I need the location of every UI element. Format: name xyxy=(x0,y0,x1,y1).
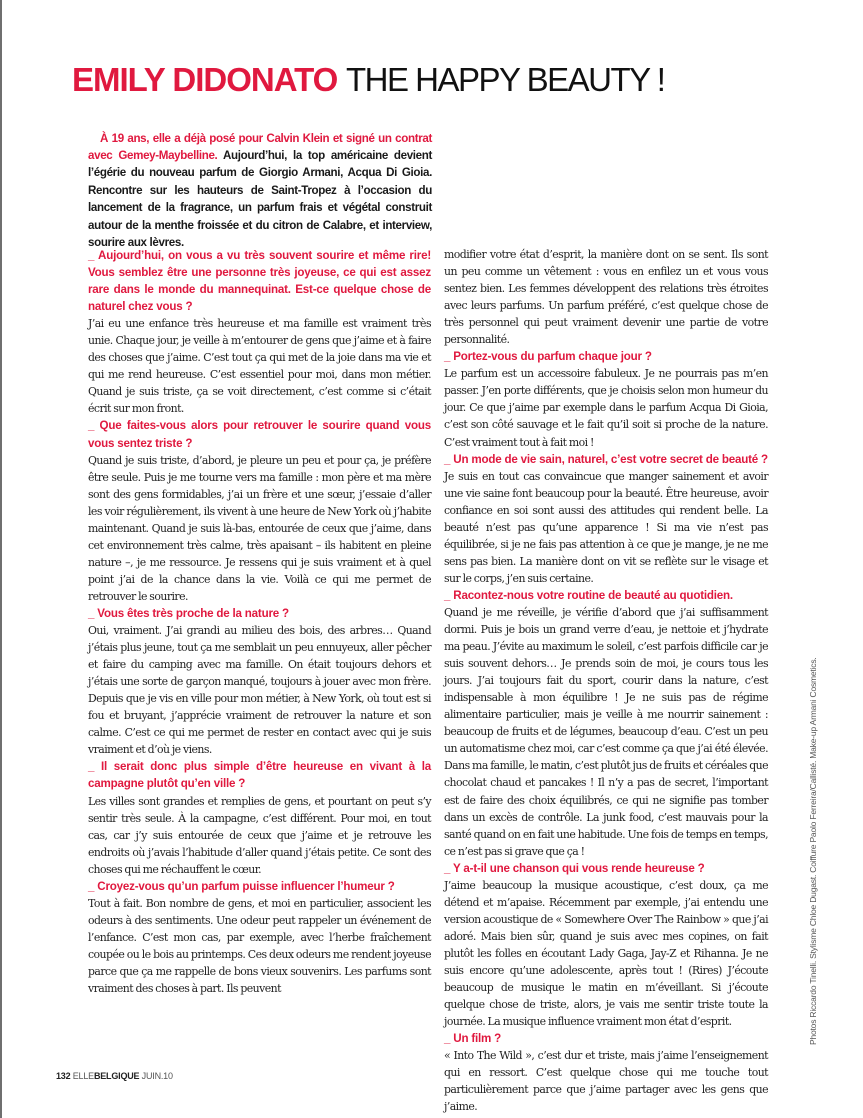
question: _ Que faites-vous alors pour retrouver le sourire quand vous vous sentez triste ? xyxy=(88,419,431,450)
question: _ Racontez-nous votre routine de beauté au quotidien. xyxy=(444,588,733,602)
intro-lead: À 19 ans, elle a déjà posé pour Calvin Klein et signé un contrat avec Gemey-Maybelline. xyxy=(88,131,432,162)
answer: Je suis en tout cas convaincue que manger sainement et avoir une vie saine font beaucoup pour la beauté. Être heureuse, avoir confiance en soi sont aussi des attitudes qui rendent belle. La beauté n’est pas qu’une apparence ! Si ma vie n’est pas équilibrée, si je ne fais pas attention à ce que je mange, je ne me sens pas bien. La manière dont on vit se reflète sur le visage et sur le corps, j’en suis certaine. xyxy=(444,469,768,585)
answer: Le parfum est un accessoire fabuleux. Je ne pourrais pas m’en passer. J’en porte différents, que je choisis selon mon humeur du jour. Ce que j’aime par exemple dans le parfum Acqua Di Gioia, c’est son côté sauvage et le fait qu’il soit si proche de la nature. C’est vraiment tout à fait moi ! xyxy=(444,367,768,449)
magazine-name: ELLE xyxy=(72,1071,94,1081)
page-footer xyxy=(56,1071,173,1081)
answer: J’aime beaucoup la musique acoustique, c’est doux, ça me détend et m’apaise. Récemment par exemple, j’ai entendu une version acoustique de « Somewhere Over The Rainbow » que j’ai adoré. Mais bien sûr, quand je suis avec mes copines, on fait plutôt les folles en écoutant Lady Gaga, Jay-Z et Rihanna. Je ne suis encore qu’une adolescente, après tout ! (Rires) J’écoute beaucoup de musique le matin en m’éveillant. Si j’écoute quelque chose de triste, alors, je vais me sentir triste toute la journée. La musique influence vraiment mon état d’esprit. xyxy=(444,878,768,1029)
question: _ Aujourd’hui, on vous a vu très souvent sourire et même rire! Vous semblez être une personne très joyeuse, ce qui est assez rare dans le monde du mannequinat. Est-ce quelque chose de naturel chez vous ? xyxy=(88,249,431,314)
title-tagline: THE HAPPY BEAUTY ! xyxy=(346,61,665,99)
question: _ Portez-vous du parfum chaque jour ? xyxy=(444,350,652,364)
title-name: EMILY DIDONATO xyxy=(72,61,338,99)
interview-column-left xyxy=(88,247,431,997)
answer-continued: modifier votre état d’esprit, la manière dont on se sent. Ils sont un peu comme un vêtement : vous en enfilez un et vous vous sentez bien. Les femmes développent des relations très étroites avec leurs parfums. Un parfum préféré, c’est quelque chose de très personnel qui peut vraiment devenir une partie de votre personnalité. xyxy=(444,248,768,347)
intro-paragraph xyxy=(88,130,432,252)
photo-credit: Photos Riccardo Tinelli. Stylisme Chloe Dugast. Coiffure Paolo Ferreira/Callisté. Make-up Armani Cosmetics. xyxy=(808,657,818,1045)
answer: Oui, vraiment. J’ai grandi au milieu des bois, des arbres… Quand j’étais plus jeune, tout ça me semblait un peu ennuyeux, aller pêcher et faire du camping avec ma famille. On était toujours dehors et j’étais une sorte de garçon manqué, toujours à jouer avec mon frère. Depuis que je vis en ville pour mon métier, à New York, où tout est si fou et bruyant, j’apprécie vraiment de retrouver la nature et son calme. C’est ce qui me permet de rester en contact avec qui je suis vraiment et d’où je viens. xyxy=(88,624,431,757)
answer: « Into The Wild », c’est dur et triste, mais j’aime l’enseignement qui en ressort. C’est quelque chose qui me touche tout particulièrement parce que j’aime partager avec les gens que j’aime. xyxy=(444,1049,768,1114)
question: _ Un mode de vie sain, naturel, c’est votre secret de beauté ? xyxy=(444,452,768,466)
question: _ Il serait donc plus simple d’être heureuse en vivant à la campagne plutôt qu’en ville ? xyxy=(88,760,431,791)
magazine-edition: BELGIQUE xyxy=(93,1071,140,1081)
interview-column-right xyxy=(444,246,768,1115)
question: _ Vous êtes très proche de la nature ? xyxy=(88,606,289,620)
answer: J’ai eu une enfance très heureuse et ma famille est vraiment très unie. Chaque jour, je veille à m’entourer de gens que j’aime et à faire des choses que j’aime. C’est tout ça qui met de la joie dans ma vie et qui me rend heureuse. C’est essentiel pour moi, dans mon métier. Quand je suis triste, ça se voit directement, c’est comme si c’était écrit sur mon front. xyxy=(88,317,431,416)
question: _ Y a-t-il une chanson qui vous rende heureuse ? xyxy=(444,861,705,875)
issue-date: JUIN.10 xyxy=(141,1071,173,1081)
answer: Les villes sont grandes et remplies de gens, et pourtant on peut s’y sentir très seule. À la campagne, c’est différent. Pour moi, en tout cas, car j’y suis entourée de ceux que j’aime et je retrouve les endroits où j’avais l’habitude d’aller quand j’étais petite. Ce sont des choses qui me réchauffent le cœur. xyxy=(88,794,431,876)
article-title xyxy=(72,60,664,100)
answer: Quand je suis triste, d’abord, je pleure un peu et pour ça, je préfère être seule. Puis je me tourne vers ma famille : mon père et ma mère sont des gens formidables, j’ai un frère et une sœur, j’essaie d’aller les voir régulièrement, ils vivent à une heure de New York où j’habite maintenant. Quand je suis là-bas, entourée de ceux que j’aime, dans cet environnement très calme, très apaisant – ils habitent en pleine nature –, je me ressource. Je ressens qui je suis vraiment et à quel point j’ai de la chance dans la vie. Voilà ce qui me permet de retrouver le sourire. xyxy=(88,453,431,603)
question: _ Un film ? xyxy=(444,1032,502,1046)
answer: Quand je me réveille, je vérifie d’abord que j’ai suffisamment dormi. Puis je bois un grand verre d’eau, je nettoie et j’hydrate ma peau. J’évite au maximum le soleil, c’est parfois difficile car je suis souvent dehors… Je prends soin de moi, je cours tous les jours. J’ai toujours fait du sport, courir dans la nature, c’est indispensable à mon équilibre ! Je ne suis pas de régime alimentaire particulier, mais je veille à me nourrir sainement : beaucoup de fruits et de légumes, beaucoup d’eau. C’est un peu un automatisme chez moi, car c’est comme ça que j’ai été élevée. Dans ma famille, le matin, c’est plutôt jus de fruits et céréales que chocolat chaud et pancakes ! Il n’y a pas de secret, l’important est de faire des choix équilibrés, ce qui ne signifie pas tomber dans un excès de contrôle. La junk food, c’est mauvais pour la santé quand on en fait une habitude. Une fois de temps en temps, ce n’est pas si grave que ça ! xyxy=(444,605,768,858)
page-number: 132 xyxy=(56,1071,71,1081)
question: _ Croyez-vous qu’un parfum puisse influencer l’humeur ? xyxy=(88,879,395,893)
answer: Tout à fait. Bon nombre de gens, et moi en particulier, associent les odeurs à des sentiments. Une odeur peut rappeler un événement de l’enfance. C’est mon cas, par exemple, avec l’herbe fraîchement coupée ou le bois au printemps. Ces deux odeurs me rendent joyeuse parce que ça me rappelle de bons vieux souvenirs. Les parfums sont vraiment des choses à part. Ils peuvent xyxy=(88,896,431,996)
intro-body: Aujourd’hui, la top américaine devient l’égérie du nouveau parfum de Giorgio Armani, Acqua Di Gioia. Rencontre sur les hauteurs de Saint-Tropez à l’occasion du lancement de la fragrance, un parfum frais et végétal construit autour de la menthe froissée et du citron de Calabre, et interview, sourire aux lèvres. xyxy=(88,149,433,250)
